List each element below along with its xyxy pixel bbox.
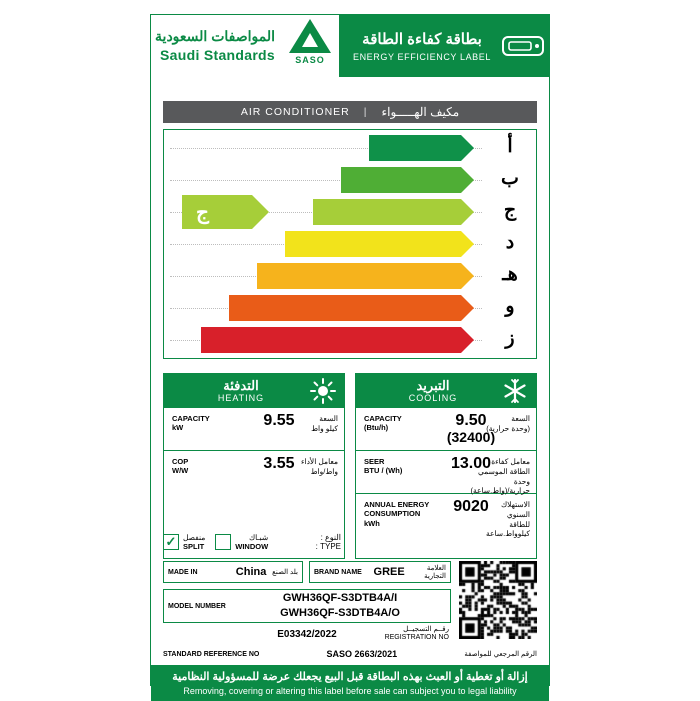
scale-bar-1 (341, 167, 461, 193)
appliance-name-ar: مكيف الهـــــواء (381, 105, 460, 119)
scale-grade-letter: و (505, 296, 515, 317)
footer-text-ar: إزالة أو تغطية أو العبث بهذه البطاقة قبل البيع يجعلك عرضة للمسؤولية النظامية (172, 671, 528, 683)
scale-row (164, 164, 536, 196)
air-conditioner-icon (497, 20, 549, 72)
footer-text-en: Removing, covering or altering this label before sale can subject you to legal liability (183, 686, 517, 696)
cooling-capacity (356, 408, 536, 450)
brand-label-ar: العلامة التجارية (424, 565, 446, 580)
heating-titles (172, 379, 310, 403)
window-checkbox[interactable] (215, 534, 231, 550)
registration-label: رقــم التسجيــل REGISTRATION NO (384, 625, 449, 641)
heating-cop-label-ar: معامل الأداء واط/واط (300, 457, 338, 476)
cooling-seer (356, 451, 536, 496)
scale-bar-0 (369, 135, 461, 161)
scale-row (164, 132, 536, 164)
scale-grade-letter: هـ (502, 264, 518, 285)
pointer-letter: ج (182, 195, 252, 229)
saso-triangle-icon (289, 19, 331, 53)
header-title-english: ENERGY EFFICIENCY LABEL (352, 51, 491, 62)
window-label-en: WINDOW (235, 542, 269, 551)
type-label-en: TYPE : (315, 542, 341, 551)
made-in-label-en: MADE IN (168, 568, 198, 576)
scale-row (164, 228, 536, 260)
brand-label-en: BRAND NAME (314, 568, 362, 576)
scale-bar-3 (285, 231, 461, 257)
split-checkbox[interactable]: ✓ (163, 534, 179, 550)
cooling-annual-label-ar: الاستهلاك السنوي للطاقة كيلوواط.ساعة (486, 500, 530, 539)
split-label-en: SPLIT (183, 542, 205, 551)
appliance-type-bar (163, 101, 537, 123)
org-name-arabic: المواصفات السعودية (155, 28, 275, 45)
heating-cop-value: 3.55 (263, 455, 295, 472)
cooling-seer-label-ar: معامل كفاءة الطاقة الموسمي وحدة حرارية/(واط.ساعة) (470, 457, 530, 496)
appliance-name-en: AIR CONDITIONER (240, 106, 350, 118)
efficiency-scale (163, 129, 537, 359)
scale-row (164, 324, 536, 356)
type-option-split[interactable] (163, 533, 205, 552)
legal-footer (151, 665, 549, 701)
cooling-capacity-value: 9.50 (32400) (446, 412, 496, 445)
cooling-capacity-label-ar: السعة (وحدة حرارية) (486, 414, 530, 433)
saso-logo (283, 19, 337, 75)
split-label-ar: منفصل (183, 532, 206, 542)
scale-grade-letter: ز (505, 328, 515, 349)
made-in-field (163, 561, 303, 583)
type-label-ar: النوع : (320, 533, 341, 542)
cooling-annual-label-en: ANNUAL ENERGY CONSUMPTION kWh (364, 500, 430, 528)
qr-code[interactable] (459, 561, 537, 643)
heating-capacity-label-en: CAPACITY kW (172, 414, 210, 433)
cooling-header (356, 374, 536, 408)
window-label-ar: شبـاك (248, 532, 269, 542)
scale-bar-4 (257, 263, 461, 289)
header-titles (339, 31, 497, 62)
type-label (316, 533, 341, 551)
header-title-arabic: بطاقة كفاءة الطاقة (362, 30, 482, 48)
saso-org-name (151, 15, 281, 77)
made-in-value: China (235, 566, 267, 578)
cooling-title-ar: التبريد (416, 377, 450, 393)
scale-bar-6 (201, 327, 461, 353)
saso-logo-text: SASO (295, 55, 325, 65)
cooling-titles (364, 379, 502, 403)
model-label-en: MODEL NUMBER (168, 602, 226, 610)
scale-row (164, 260, 536, 292)
heating-capacity (164, 408, 344, 450)
standard-label-ar: الرقم المرجعي للمواصفة (464, 651, 537, 658)
heating-cop (164, 451, 344, 493)
scale-grade-letter: د (505, 232, 515, 253)
brand-value: GREE (373, 566, 405, 578)
heating-capacity-label-ar: السعة كيلو واط (311, 414, 338, 433)
scale-grade-letter: ب (501, 168, 519, 189)
appliance-separator: | (363, 106, 368, 118)
type-row (163, 527, 345, 557)
scale-grade-letter: أ (507, 136, 513, 157)
heating-title-ar: التدفئة (223, 377, 259, 393)
registration-value: E03342/2022 (277, 628, 337, 640)
model-field (163, 589, 451, 623)
cooling-title-en: COOLING (408, 393, 458, 404)
header-title-band (339, 15, 549, 77)
snowflake-icon (502, 378, 528, 404)
type-option-window[interactable] (215, 533, 268, 552)
label-card (150, 14, 550, 696)
standard-reference-row (163, 647, 537, 661)
standard-label-en: STANDARD REFERENCE NO (163, 650, 260, 658)
cooling-seer-value: 13.00 (450, 455, 492, 472)
heating-header (164, 374, 344, 408)
heating-cop-label-en: COP W/W (172, 457, 189, 476)
cooling-annual-consumption (356, 494, 536, 539)
cooling-capacity-label-en: CAPACITY (Btu/h) (364, 414, 402, 433)
cooling-panel (355, 373, 537, 559)
scale-bar-2 (313, 199, 461, 225)
scale-bar-5 (229, 295, 461, 321)
scale-row (164, 292, 536, 324)
sun-icon (310, 378, 336, 404)
product-info (163, 561, 537, 651)
brand-field (309, 561, 451, 583)
label-header (151, 15, 549, 77)
heating-title-en: HEATING (217, 393, 265, 404)
standard-value: SASO 2663/2021 (326, 649, 398, 659)
pointer-tip (252, 195, 269, 229)
org-name-english: Saudi Standards (160, 46, 275, 63)
cooling-annual-value: 9020 (453, 498, 489, 515)
heating-capacity-value: 9.55 (263, 412, 295, 429)
scale-grade-letter: ج (503, 200, 517, 221)
registration-field (163, 625, 451, 643)
made-in-label-ar: بلد الصنع (272, 569, 298, 576)
efficiency-grade-pointer (182, 195, 269, 229)
cooling-seer-label-en: SEER BTU / (Wh) (364, 457, 403, 476)
model-value: GWH36QF-S3DTB4A/I GWH36QF-S3DTB4A/O (280, 592, 400, 619)
